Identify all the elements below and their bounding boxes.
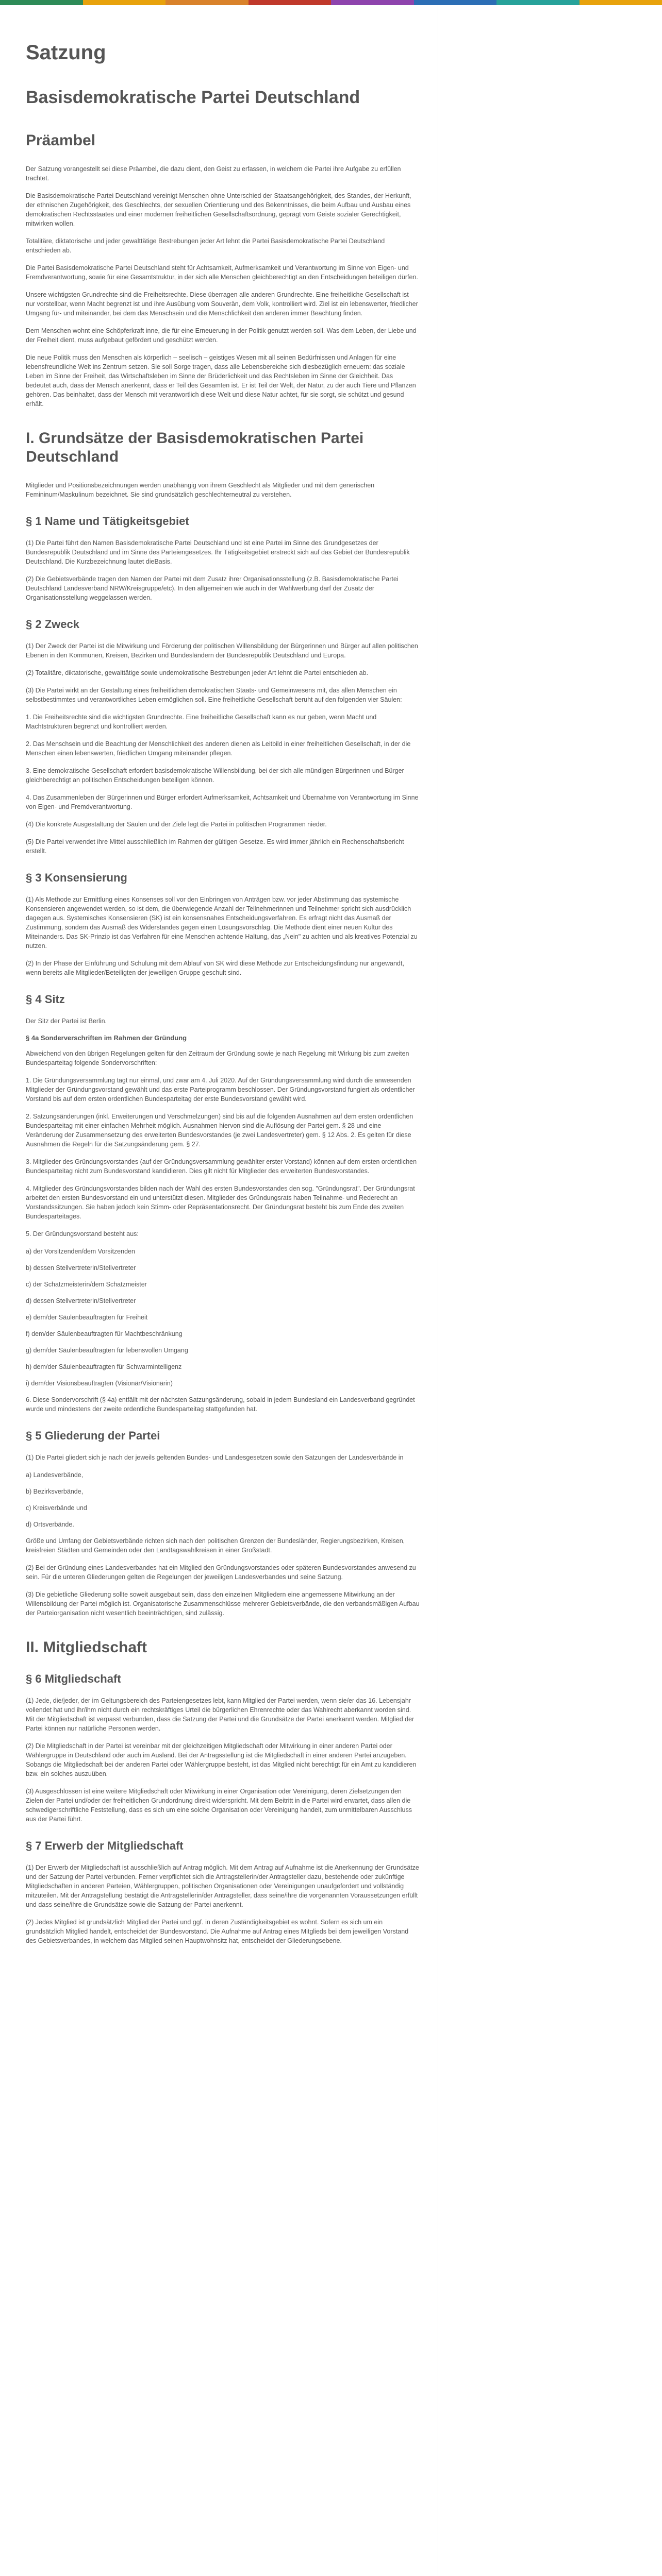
list-item: b) dessen Stellvertreterin/Stellvertreter <box>26 1264 136 1272</box>
paragraph: 3. Mitglieder des Gründungsvorstandes (auf der Gründungsversammlung gewählter erster Vorstand) können auf dem ersten ordentlichen Bundesparteitag nicht zum Bundesvorstand kandidieren. Dies gilt nicht für Mitglieder des erweiterten Bundesvorstandes. <box>26 1158 417 1175</box>
subparagraph-heading: § 4a Sonderverschriften im Rahmen der Gründung <box>26 1034 187 1042</box>
paragraph: 1. Die Freiheitsrechte sind die wichtigsten Grundrechte. Eine freiheitliche Gesellschaft kann es nur geben, wenn Macht und Machtstrukturen begrenzt und kontrolliert werden. <box>26 714 377 730</box>
chapter-grundsaetze <box>26 429 420 1618</box>
list-item: e) dem/der Säulenbeauftragten für Freiheit <box>26 1314 148 1321</box>
paragraph: 6. Diese Sondervorschrift (§ 4a) entfällt mit der nächsten Satzungsänderung, sobald in jedem Bundesland ein Landesverband gegründet wurde und mindestens der zweite ordentliche Bundesparteitag stattgefunden hat. <box>26 1396 415 1413</box>
paragraph: Die Partei Basisdemokratische Partei Deutschland steht für Achtsamkeit, Aufmerksamkeit und Verantwortung im Sinne von Eigen- und Fremdverantwortung, sowie für eine Gesamtstruktur, in der sich alle Menschen gleichberechtigt an den Entscheidungen beteiligen dürfen. <box>26 264 418 281</box>
paragraph: (2) Die Gebietsverbände tragen den Namen der Partei mit dem Zusatz ihrer Organisationsstellung (z.B. Basisdemokratische Partei Deutschland Landesverband NRW/Kreisgruppe/etc). In den allgemeinen wie auch in der Wahlwerbung darf der Zusatz der Organisationsstellung weggelassen werden. <box>26 575 399 601</box>
paragraph: Unsere wichtigsten Grundrechte sind die Freiheitsrechte. Diese überragen alle anderen Grundrechte. Eine freiheitliche Gesellschaft ist nur vorstellbar, wenn Macht begrenzt ist und ihre Ausübung vom Souverän, dem Volk, kontrolliert wird. Ziel ist ein lebenswerter, friedlicher Umgang für- und miteinander, bei dem das Menschsein und die Menschlichkeit den anderen immer Beachtung finden. <box>26 291 418 317</box>
paragraph: (3) Die Partei wirkt an der Gestaltung eines freiheitlichen demokratischen Staats- und Gemeinwesens mit, das allen Menschen ein selbstbestimmtes und verantwortliches Leben ermöglichen soll. Eine freiheitliche Gesellschaft beruht auf den folgenden vier Säulen: <box>26 687 402 703</box>
paragraph: (3) Die gebietliche Gliederung sollte soweit ausgebaut sein, dass den einzelnen Mitgliedern eine angemessene Mitwirkung an der Willensbildung der Partei möglich ist. Organisatorische Zusammenschlüsse mehrerer Gebietsverbände, die den verbandsmäßigen Aufbau der Parteiorganisation nicht wesentlich beeinträchtigen, sind zulässig. <box>26 1591 420 1617</box>
paragraph: Der Satzung vorangestellt sei diese Präambel, die dazu dient, den Geist zu erfassen, in welchem die Partei ihre Aufgabe zu erfüllen trachtet. <box>26 165 401 182</box>
accent-stripe <box>83 0 166 5</box>
paragraph: (2) Totalitäre, diktatorische, gewalttätige sowie undemokratische Bestrebungen jeder Art lehnt die Partei entschieden ab. <box>26 669 369 676</box>
chapter-heading: I. Grundsätze der Basisdemokratischen Partei Deutschland <box>26 430 364 465</box>
paragraph: (2) Die Mitgliedschaft in der Partei ist vereinbar mit der gleichzeitigen Mitgliedschaft oder Mitwirkung in einer anderen Partei oder Wählergruppe in Deutschland oder auch im Ausland. Bei der Antragsstellung ist die Mitgliedschaft in einer anderen Partei anzugeben. Sobangs die Mitgliedschaft bei der anderen Partei oder Wählergruppe besteht, ist das Mitglied nicht berechtigt für ein Amt zu kandidieren bzw. ein solches auszuüben. <box>26 1742 417 1777</box>
paragraph: (1) Der Zweck der Partei ist die Mitwirkung und Förderung der politischen Willensbildung der Bürgerinnen und Bürger auf allen politischen Ebenen in den Kommunen, Kreisen, Bezirken und Bundesländern der Bundesrepublik Deutschland und Europa. <box>26 642 418 659</box>
paragraph: Totalitäre, diktatorische und jeder gewalttätige Bestrebungen jeder Art lehnt die Partei Basisdemokratische Partei Deutschland entschieden ab. <box>26 238 385 254</box>
paragraph: Abweichend von den übrigen Regelungen gelten für den Zeitraum der Gründung sowie je nach Regelung mit Wirkung bis zum zweiten Bundesparteitag folgende Sondervorschriften: <box>26 1050 409 1066</box>
accent-stripe <box>331 0 414 5</box>
accent-stripe <box>496 0 580 5</box>
paragraph-heading: § 7 Erwerb der Mitgliedschaft <box>26 1839 184 1852</box>
section-heading: Präambel <box>26 132 96 149</box>
accent-stripe <box>166 0 249 5</box>
paragraph: 1. Die Gründungsversammlung tagt nur einmal, und zwar am 4. Juli 2020. Auf der Gründungsversammlung wird durch die anwesenden Mitglieder der Gründungsvorstand gewählt und das erste Parteiprogramm beschlossen. Der Gründungsvorstand fungiert als ordentlicher Vorstand bis auf dem ersten ordentlichen Bundesparteitag der erste Bundesvorstand gewählt wird. <box>26 1077 415 1103</box>
list-item: c) Kreisverbände und <box>26 1504 87 1512</box>
paragraph-heading: § 5 Gliederung der Partei <box>26 1429 160 1442</box>
party-name: Basisdemokratische Partei Deutschland <box>26 88 360 107</box>
main-content <box>0 5 438 2576</box>
paragraph: 4. Das Zusammenleben der Bürgerinnen und Bürger erfordert Aufmerksamkeit, Achtsamkeit und Übernahme von Verantwortung im Sinne von Eigen- und Fremdverantwortung. <box>26 794 419 810</box>
paragraph-heading: § 3 Konsensierung <box>26 871 127 884</box>
accent-stripe <box>249 0 332 5</box>
list-item: d) Ortsverbände. <box>26 1521 74 1528</box>
paragraph: (1) Jede, die/jeder, der im Geltungsbereich des Parteiengesetzes lebt, kann Mitglied der Partei werden, wenn sie/er das 16. Lebensjahr vollendet hat und ihr/ihm nicht durch ein rechtskräftiges Urteil die bürgerlichen Ehrenrechte oder das Wahlrecht aberkannt worden sind. Mit der Mitgliedschaft ist verpasst verbunden, dass die Satzung der Partei und die Grundsätze der Partei anerkannt werden. Mitglied der Partei können nur natürliche Personen werden. <box>26 1697 415 1732</box>
paragraph-heading: § 6 Mitgliedschaft <box>26 1672 121 1685</box>
paragraph: 2. Satzungsänderungen (inkl. Erweiterungen und Verschmelzungen) sind bis auf die folgenden Ausnahmen auf dem ersten ordentlichen Bundesparteitag mit einer einfachen Mehrheit möglich. Ausnahmen hiervon sind die Auflösung der Partei gem. § 28 und eine Veränderung der Zusammensetzung des erweiterten Bundesvorstandes (je zwei Landesvertreter) gem. § 12 Abs. 2. Es gelten für diese Ausnahmen die Regeln für die Satzungsänderung gem. § 27. <box>26 1113 413 1148</box>
page-title: Satzung <box>26 41 106 64</box>
chapter-mitgliedschaft <box>26 1638 420 1945</box>
paragraph: Die neue Politik muss den Menschen als körperlich – seelisch – geistiges Wesen mit all seinen Bedürfnissen und Anlagen für eine lebensfreundliche Welt ins Zentrum setzen. Sie soll Sorge tragen, dass alle Lebensbereiche sich diesbezüglich erneuern: das soziale Leben im Sinne der Freiheit, das Wirtschaftsleben im Sinne der Brüderlichkeit und das Rechtsleben im Sinne der Gleichheit. Das bedeutet auch, dass der Mensch anerkennt, dass er Teil des Gesamten ist. Er ist Teil der Welt, der Natur, zu der auch Tiere und Pflanzen gehören. Das beinhaltet, dass der Mensch mit verantwortlich diese Welt und diese Natur achtet, für sie sorgt, sie schützt und gesund erhält. <box>26 354 416 408</box>
paragraph: (1) Die Partei führt den Namen Basisdemokratische Partei Deutschland und ist eine Partei im Sinne des Grundgesetzes der Bundesrepublik Deutschland und im Sinne des Parteiengesetzes. Ihr Tätigkeitsgebiet erstreckt sich auf das Gebiet der Bundesrepublik Deutschland. Die Kurzbezeichnung lautet dieBasis. <box>26 539 410 565</box>
list-item: b) Bezirksverbände, <box>26 1488 84 1495</box>
list-item: f) dem/der Säulenbeauftragten für Machtbeschränkung <box>26 1330 183 1337</box>
paragraph: (1) Die Partei gliedert sich je nach der jeweils geltenden Bundes- und Landesgesetzen sowie den Satzungen der Landesverbände in <box>26 1454 404 1461</box>
paragraph-heading: § 1 Name und Tätigkeitsgebiet <box>26 515 189 528</box>
list-item: h) dem/der Säulenbeauftragten für Schwarmintelligenz <box>26 1363 182 1370</box>
paragraph: Die Basisdemokratische Partei Deutschland vereinigt Menschen ohne Unterschied der Staatsangehörigkeit, des Standes, der Herkunft, der ethnischen Zugehörigkeit, des Geschlechts, der sexuellen Orientierung und des Bekenntnisses, die beim Aufbau und Ausbau eines demokratischen Rechtsstaates und einer modernen freiheitlichen Gesellschaftsordnung, geprägt vom Geiste sozialer Gerechtigkeit, mitwirken wollen. <box>26 192 411 227</box>
paragraph: (1) Als Methode zur Ermittlung eines Konsenses soll vor den Einbringen von Anträgen bzw. vor jeder Abstimmung das systemische Konsensieren angewendet werden, so ist dem, die überwiegende Anzahl der Teilnehmerinnen und Teilnehmer spricht sich ausdrücklich dagegen aus. Systemisches Konsensieren (SK) ist ein konsensnahes Entscheidungsverfahren. Es erfragt nicht das Ausmaß der Zustimmung, sondern das Ausmaß des Widerstandes gegen einen Lösungsvorschlag. Die Methode dient einer neuen Kultur des Miteinanders. Das SK-Prinzip ist das Verfahren für eine Menschen achtende Haltung, das „Nein" zu achten und als kreatives Potenzial zu nutzen. <box>26 896 418 950</box>
paragraph: (1) Der Erwerb der Mitgliedschaft ist ausschließlich auf Antrag möglich. Mit dem Antrag auf Aufnahme ist die Anerkennung der Grundsätze und der Satzung der Partei verbunden. Ferner verpflichtet sich die Antragstellerin/der Antragsteller dazu, bestehende oder zukünftige Mitgliedschaften in anderen Parteien, Wählergruppen, politischen Organisationen oder Vereinigungen unaufgefordert und vollständig mitzuteilen. Mit der Antragstellung bestätigt die Antragstellerin/der Antragsteller, dass seine/ihre die vorgenannten Voraussetzungen erfüllt und dass seine/ihre die Grundsätze sowie die Satzung der Partei anerkennt. <box>26 1864 419 1908</box>
paragraph: 5. Der Gründungsvorstand besteht aus: <box>26 1230 139 1238</box>
paragraph: Größe und Umfang der Gebietsverbände richten sich nach den politischen Grenzen der Bundesländer, Regierungsbezirken, Kreisen, kreisfreien Städten und Gemeinden oder den Landtagswahlkreisen in einer Großstadt. <box>26 1537 405 1554</box>
paragraph: Der Sitz der Partei ist Berlin. <box>26 1018 107 1025</box>
list-item: c) der Schatzmeisterin/dem Schatzmeister <box>26 1281 147 1288</box>
paragraph: Dem Menschen wohnt eine Schöpferkraft inne, die für eine Erneuerung in der Politik genutzt werden soll. Was dem Leben, der Liebe und der Freiheit dient, muss aufgebaut gefördert und geschützt werden. <box>26 327 417 344</box>
list-item: i) dem/der Visionsbeauftragten (Visionär/Visionärin) <box>26 1380 173 1387</box>
page <box>0 5 662 2576</box>
accent-stripe <box>414 0 497 5</box>
paragraph: (2) In der Phase der Einführung und Schulung mit dem Ablauf von SK wird diese Methode zur Entscheidungsfindung nur angewandt, wenn bereits alle Mitglieder/Beteiligten der jeweiligen Gruppe geschult sind. <box>26 960 404 976</box>
paragraph-heading: § 4 Sitz <box>26 993 65 1006</box>
accent-stripe <box>580 0 662 5</box>
accent-color-bar <box>0 0 662 5</box>
paragraph: 3. Eine demokratische Gesellschaft erfordert basisdemokratische Willensbildung, bei der sich alle mündigen Bürgerinnen und Bürger gleichberechtigt an politischen Entscheidungen beteiligen können. <box>26 767 404 784</box>
paragraph: (3) Ausgeschlossen ist eine weitere Mitgliedschaft oder Mitwirkung in einer Organisation oder Vereinigung, deren Zielsetzungen den Zielen der Partei und/oder der freiheitlichen Grundordnung direkt widerspricht. Mit dem Beitritt in die Partei wird erwartet, dass allen die schwedigerschriftliche Feststellung, dass es sich um eine solche Organisation oder Vereinigung handelt, zum unmittelbaren Ausschluss aus der Partei führt. <box>26 1788 412 1823</box>
chapter-heading: II. Mitgliedschaft <box>26 1639 147 1656</box>
paragraph: (2) Jedes Mitglied ist grundsätzlich Mitglied der Partei und ggf. in deren Zuständigkeitsgebiet es wohnt. Sofern es sich um ein grundsätzlich Mitglied handelt, entscheidet der Bundesvorstand. Die Aufnahme auf Antrag eines Mitglieds bei dem jeweiligen Vorstand des Gebietsverbandes, in welchem das Mitglied seinen Hauptwohnsitz hat, entscheidet der Gliederungsebene. <box>26 1919 409 1944</box>
paragraph: (4) Die konkrete Ausgestaltung der Säulen und der Ziele legt die Partei in politischen Programmen nieder. <box>26 821 327 828</box>
list-item: a) der Vorsitzenden/dem Vorsitzenden <box>26 1248 135 1255</box>
paragraph: 2. Das Menschsein und die Beachtung der Menschlichkeit des anderen dienen als Leitbild in einer freiheitlichen Gesellschaft, in der die Menschen einen lebenswerten, friedlichen Umgang miteinander pflegen. <box>26 740 411 757</box>
praeambel-section <box>26 131 420 409</box>
list-item: d) dessen Stellvertreterin/Stellvertreter <box>26 1297 136 1304</box>
paragraph: (2) Bei der Gründung eines Landesverbandes hat ein Mitglied den Gründungsvorstandes oder späteren Bundesvorstandes anwesend zu sein. Für die unteren Gliederungen gelten die Regelungen der jeweiligen Landesverbandes und seine Satzung. <box>26 1564 416 1581</box>
accent-stripe <box>0 0 83 5</box>
paragraph: (5) Die Partei verwendet ihre Mittel ausschließlich im Rahmen der gültigen Gesetze. Es wird immer jährlich ein Rechenschaftsbericht erstellt. <box>26 838 404 855</box>
list-item: a) Landesverbände, <box>26 1471 84 1479</box>
paragraph: 4. Mitglieder des Gründungsvorstandes bilden nach der Wahl des ersten Bundesvorstandes den sog. "Gründungsrat". Der Gründungsrat arbeitet den ersten Bundesvorstand ein und unterstützt diesen. Mitglieder des Gründungsrats haben Teilnahme- und Rederecht an Vorstandssitzungen. Sie haben jedoch kein Stimm- oder Repräsentationsrecht. Der Gründungsrat besteht bis zum Ende des zweiten Bundesparteitages. <box>26 1185 415 1220</box>
paragraph-heading: § 2 Zweck <box>26 618 79 631</box>
paragraph: Mitglieder und Positionsbezeichnungen werden unabhängig von ihrem Geschlecht als Mitglieder und mit dem generischen Femininum/Maskulinum bezeichnet. Sie sind grundsätzlich geschlechterneutral zu verstehen. <box>26 482 375 498</box>
list-item: g) dem/der Säulenbeauftragten für lebensvollen Umgang <box>26 1347 188 1354</box>
right-sidebar <box>438 5 662 2576</box>
